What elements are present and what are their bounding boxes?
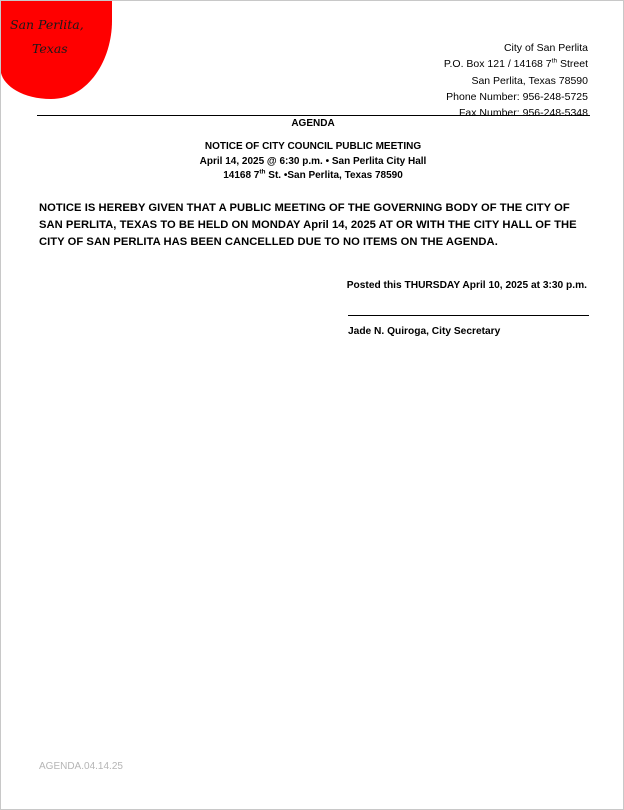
city-seal: [1, 1, 112, 99]
posted-date: Posted this THURSDAY April 10, 2025 at 3:30 p.m.: [346, 280, 587, 291]
notice-street-suffix: St. •San Perlita, Texas 78590: [265, 170, 403, 181]
po-box-line: [444, 56, 588, 72]
fax-number: Fax Number: 956-248-5348: [459, 107, 588, 120]
po-box-suffix: Street: [557, 58, 588, 71]
city-address-block: [444, 40, 588, 121]
notice-street-ordinal: th: [259, 168, 266, 176]
city-secretary-name: Jade N. Quiroga, City Secretary: [348, 326, 501, 337]
city-name: City of San Perlita: [503, 42, 588, 54]
cancellation-notice: NOTICE IS HEREBY GIVEN THAT A PUBLIC MEETING OF THE GOVERNING BODY OF THE CITY OF SAN PERLITA, TEXAS TO BE HELD ON MONDAY April 14, 2025 AT OR WITH THE CITY HALL OF THE CITY OF SAN PERLITA HAS BEEN CANCELLED DUE TO NO ITEMS ON THE AGENDA.: [39, 202, 577, 248]
po-box-ordinal: th: [551, 57, 558, 65]
meeting-notice-header: [1, 140, 624, 184]
notice-street-line: [1, 169, 624, 184]
agenda-title: AGENDA: [291, 118, 335, 129]
notice-date-location: April 14, 2025 @ 6:30 p.m. • San Perlita City Hall: [199, 155, 427, 167]
seal-text-line-1: San Perlita,: [10, 17, 84, 32]
signature-line: [348, 315, 589, 316]
seal-text-line-2: Texas: [32, 41, 68, 56]
header-divider: [37, 115, 590, 116]
document-footer-code: AGENDA.04.14.25: [39, 761, 123, 772]
notice-title: NOTICE OF CITY COUNCIL PUBLIC MEETING: [204, 141, 422, 152]
phone-number: Phone Number: 956-248-5725: [446, 90, 588, 103]
notice-street-prefix: 14168 7: [223, 170, 260, 181]
city-state-zip: San Perlita, Texas 78590: [471, 74, 588, 87]
po-box-prefix: P.O. Box 121 / 14168 7: [443, 58, 552, 71]
